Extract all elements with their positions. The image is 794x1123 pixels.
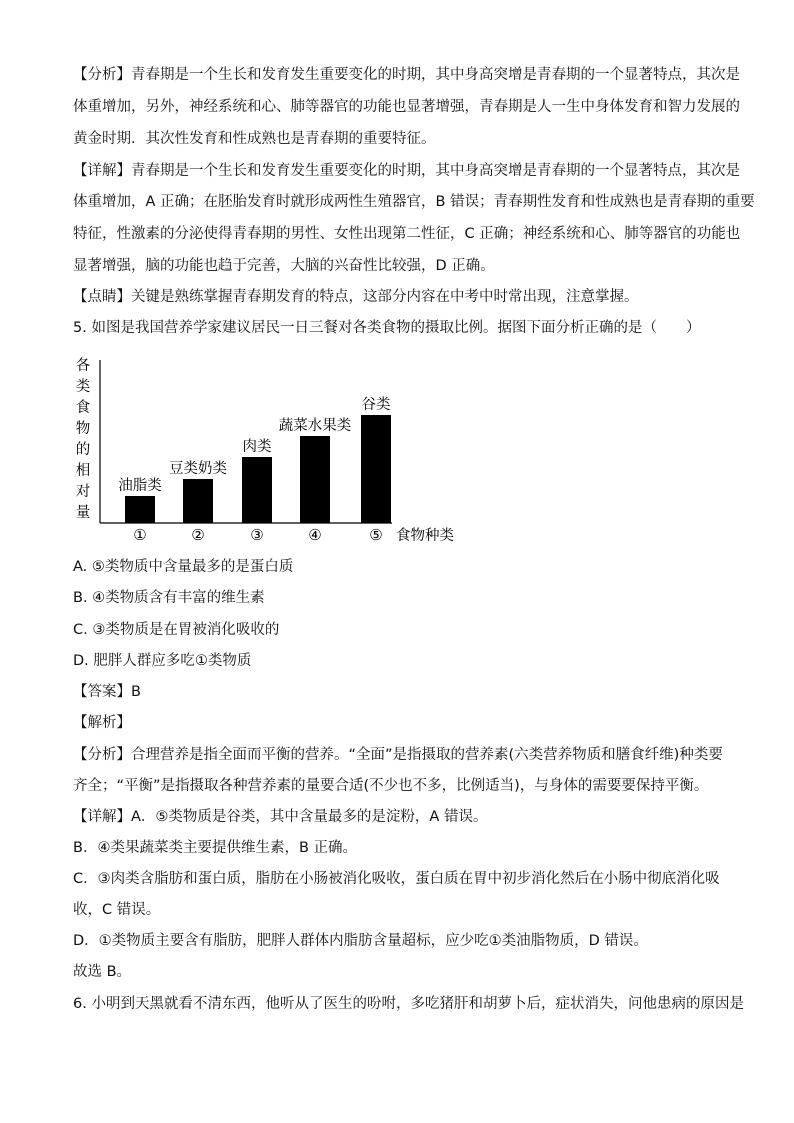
answer-line-1: 【解析】: [73, 715, 131, 731]
paragraph-line-5: 特征，性激素的分泌使得青春期的男性、女性出现第二性征，C 正确；神经系统和心、肺等器官的功能也: [73, 226, 741, 242]
category-label-2: ②: [191, 526, 205, 544]
bar-label-5: 谷类: [361, 397, 391, 413]
category-label-4: ④: [308, 526, 322, 544]
paragraph-line-7: 【点睛】关键是熟练掌握青春期发育的特点，这部分内容在中考中时常出现，注意掌握。: [73, 289, 639, 305]
answer-line-7: 收，C 错误。: [73, 902, 161, 918]
bar-3: [242, 457, 272, 523]
option-line-3: D. 肥胖人群应多吃①类物质: [73, 653, 252, 669]
paragraph-line-1: 体重增加，另外，神经系统和心、肺等器官的功能也显著增强，青春期是人一生中身体发育和智力发展的: [73, 99, 740, 115]
bar-label-4: 蔬菜水果类: [278, 418, 352, 434]
answer-line-0: 【答案】B: [73, 684, 141, 700]
answer-line-5: B．④类果蔬菜类主要提供维生素，B 正确。: [73, 840, 358, 856]
category-labels-group: [133, 526, 382, 544]
paragraph-line-4: 体重增加，A 正确；在胚胎发育时就形成两性生殖器官，B 错误；青春期性发育和性成熟也是青春期的重要: [73, 194, 755, 210]
answer-line-3: 齐全；“平衡”是指摄取各种营养素的量要合适(不少也不多，比例适当)，与身体的需要要保持平衡。: [73, 778, 709, 794]
category-label-1: ①: [133, 526, 147, 544]
answer-line-6: C．③肉类含脂肪和蛋白质，脂肪在小肠被消化吸收，蛋白质在胃中初步消化然后在小肠中彻底消化吸: [73, 871, 720, 887]
category-label-5: ⑤: [369, 526, 383, 544]
paragraph-line-2: 黄金时期．其次性发育和性成熟也是青春期的重要特征。: [73, 131, 436, 147]
bar-label-3: 肉类: [242, 439, 272, 455]
paragraph-line-3: 【详解】青春期是一个生长和发育发生重要变化的时期，其中身高突增是青春期的一个显著特点，其次是: [73, 163, 740, 179]
bar-1: [125, 496, 155, 523]
option-line-2: C. ③类物质是在胃被消化吸收的: [73, 622, 280, 638]
chart-svg: [70, 350, 470, 550]
bar-label-2: 豆类奶类: [169, 461, 227, 477]
answer-line-8: D．①类物质主要含有脂肪，肥胖人群体内脂肪含量超标，应少吃①类油脂物质，D 错误。: [73, 933, 648, 949]
answer-line-2: 【分析】合理营养是指全面而平衡的营养。“全面”是指摄取的营养素(六类营养物质和膳食纤维)种类要: [73, 747, 723, 763]
bar-5: [361, 415, 391, 523]
bar-2: [183, 479, 213, 523]
option-line-0: A. ⑤类物质中含量最多的是蛋白质: [73, 559, 294, 575]
x-axis-label: 食物种类: [396, 528, 454, 544]
option-line-1: B. ④类物质含有丰富的维生素: [73, 590, 265, 606]
paragraph-line-0: 【分析】青春期是一个生长和发育发生重要变化的时期，其中身高突增是青春期的一个显著特点，其次是: [73, 67, 740, 83]
bar-label-1: 油脂类: [118, 478, 162, 494]
answer-line-10: 6. 小明到天黑就看不清东西，他听从了医生的吩咐，多吃猪肝和胡萝卜后，症状消失，问他患病的原因是: [73, 996, 744, 1012]
paragraph-line-6: 显著增强，脑的功能也趋于完善，大脑的兴奋性比较强，D 正确。: [73, 258, 495, 274]
answer-line-9: 故选 B。: [73, 964, 132, 980]
bar-4: [300, 436, 330, 523]
answer-line-4: 【详解】A．⑤类物质是谷类，其中含量最多的是淀粉，A 错误。: [73, 809, 488, 825]
y-axis-label: [76, 357, 91, 521]
category-label-3: ③: [250, 526, 264, 544]
paragraph-line-8: 5. 如图是我国营养学家建议居民一日三餐对各类食物的摄取比例。据图下面分析正确的是（ ）: [73, 320, 701, 336]
food-intake-bar-chart: [70, 350, 470, 550]
y-axis-label-text: 各类食物的相对量: [75, 358, 91, 521]
